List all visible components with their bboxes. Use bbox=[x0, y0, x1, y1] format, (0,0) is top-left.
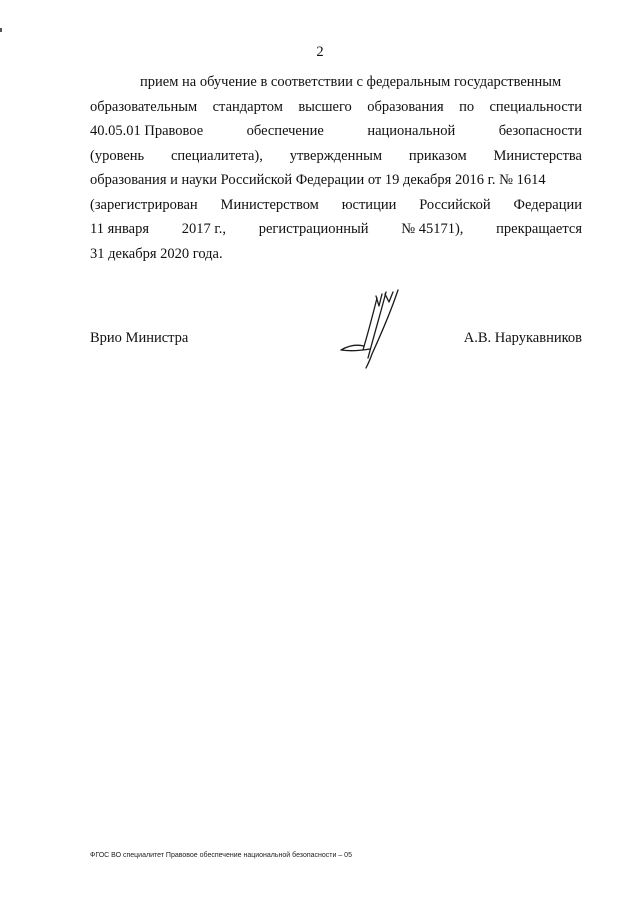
body-word-group: (уровень bbox=[90, 147, 145, 164]
footer-code: ФГОС ВО специалитет Правовое обеспечение национальной безопасности – 05 bbox=[90, 852, 352, 859]
body-word-group: безопасности bbox=[498, 123, 582, 139]
body-word-group: 40.05.01 Правовое bbox=[90, 123, 204, 139]
body-word-group: 11 января bbox=[90, 221, 150, 237]
body-word-group: обеспечение bbox=[246, 123, 324, 139]
body-word-group: Российской bbox=[419, 196, 491, 213]
body-line-8 bbox=[90, 242, 582, 267]
body-word-group: утвержденным bbox=[289, 147, 383, 164]
body-line-1 bbox=[90, 70, 582, 95]
body-word-group: (зарегистрирован bbox=[90, 196, 198, 213]
body-line-6 bbox=[90, 193, 582, 218]
signer-title: Врио Министра bbox=[90, 330, 189, 346]
body-line-3 bbox=[90, 119, 582, 144]
body-word-group: 31 декабря 2020 года. bbox=[90, 245, 223, 262]
body-word-group: прием на обучение в соответствии с федеральным государственным bbox=[140, 74, 562, 90]
body-paragraph bbox=[90, 70, 582, 266]
body-word-group: образования и науки Российской Федерации от 19 декабря 2016 г. № 1614 bbox=[90, 172, 546, 188]
body-word-group: юстиции bbox=[341, 196, 397, 213]
body-word-group: высшего bbox=[298, 98, 352, 115]
body-line-4 bbox=[90, 144, 582, 169]
body-word-group: специальности bbox=[489, 98, 582, 115]
body-word-group: приказом bbox=[408, 147, 467, 164]
body-word-group: образования bbox=[367, 98, 444, 115]
body-word-group: № 45171), bbox=[401, 221, 464, 237]
body-word-group: по bbox=[459, 98, 475, 115]
body-word-group: прекращается bbox=[496, 221, 582, 237]
signer-name: А.В. Нарукавников bbox=[463, 330, 582, 346]
body-word-group: Министерства bbox=[493, 147, 582, 164]
body-line-7 bbox=[90, 217, 582, 242]
page-number: 2 bbox=[316, 44, 324, 60]
body-word-group: национальной bbox=[367, 123, 456, 139]
body-word-group: Федерации bbox=[513, 196, 582, 213]
body-line-5 bbox=[90, 168, 582, 193]
body-word-group: 2017 г., bbox=[181, 221, 226, 237]
handwritten-signature bbox=[336, 288, 408, 370]
body-word-group: стандартом bbox=[212, 98, 283, 115]
body-word-group: образовательным bbox=[90, 98, 198, 115]
signature-row bbox=[90, 330, 582, 354]
body-line-2 bbox=[90, 95, 582, 120]
scan-edge-mark bbox=[0, 28, 2, 32]
body-word-group: Министерством bbox=[220, 196, 319, 213]
body-word-group: регистрационный bbox=[258, 221, 369, 237]
body-word-group: специалитета), bbox=[170, 147, 263, 164]
